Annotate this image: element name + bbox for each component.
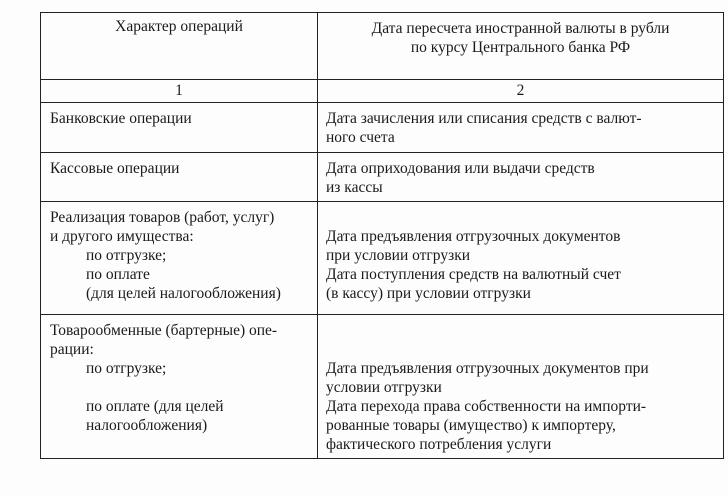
cell-line: по отгрузке; bbox=[86, 247, 167, 264]
table-row bbox=[41, 202, 724, 315]
cell-line: (в кассу) при условии отгрузки bbox=[326, 285, 531, 302]
cell-line: фактического потребления услуги bbox=[326, 436, 552, 453]
cell-line: Дата предъявления отгрузочных документов при bbox=[326, 360, 649, 377]
cell-line: рации: bbox=[50, 341, 94, 358]
header-conversion-date-line: по курсу Центрального банка РФ bbox=[410, 39, 631, 56]
cell-line: по отгрузке; bbox=[86, 360, 167, 377]
table-header-row bbox=[41, 13, 724, 80]
cell-line: Реализация товаров (работ, услуг) bbox=[50, 209, 275, 226]
date-cell bbox=[318, 202, 724, 315]
currency-conversion-table bbox=[40, 12, 724, 459]
date-cell bbox=[318, 103, 724, 153]
cell-line: условии отгрузки bbox=[326, 379, 442, 396]
cell-line: Кассовые операции bbox=[50, 160, 180, 177]
header-operation-type: Характер операций bbox=[41, 13, 318, 80]
cell-line: по оплате bbox=[86, 266, 150, 283]
cell-line: и другого имущества: bbox=[50, 228, 194, 245]
cell-line: по оплате (для целей bbox=[86, 398, 224, 415]
column-number-row bbox=[41, 80, 724, 103]
operation-cell bbox=[41, 103, 318, 153]
header-conversion-date-line: Дата пересчета иностранной валюты в рубли bbox=[371, 20, 670, 37]
cell-line: Дата предъявления отгрузочных документов bbox=[326, 228, 621, 245]
cell-line: ного счета bbox=[326, 129, 395, 146]
table-row bbox=[41, 315, 724, 459]
cell-line: налогообложения) bbox=[86, 417, 208, 434]
cell-line: Дата зачисления или списания средств с валют- bbox=[326, 110, 642, 127]
table-row bbox=[41, 153, 724, 202]
cell-line: из кассы bbox=[326, 179, 383, 196]
cell-line: Банковские операции bbox=[50, 110, 192, 127]
cell-line: Товарообменные (бартерные) опе- bbox=[50, 322, 278, 339]
header-conversion-date bbox=[318, 13, 724, 80]
cell-line: Дата перехода права собственности на импорти- bbox=[326, 398, 647, 415]
cell-line: рованные товары (имущество) к импортеру, bbox=[326, 417, 616, 434]
operation-cell bbox=[41, 153, 318, 202]
cell-line: Дата поступления средств на валютный счет bbox=[326, 266, 621, 283]
cell-line: при условии отгрузки bbox=[326, 247, 471, 264]
column-number: 2 bbox=[318, 80, 724, 103]
column-number: 1 bbox=[41, 80, 318, 103]
operation-cell bbox=[41, 202, 318, 315]
operation-cell bbox=[41, 315, 318, 459]
date-cell bbox=[318, 153, 724, 202]
cell-line: (для целей налогообложения) bbox=[86, 285, 281, 302]
date-cell bbox=[318, 315, 724, 459]
cell-line: Дата оприходования или выдачи средств bbox=[326, 160, 595, 177]
table-row bbox=[41, 103, 724, 153]
